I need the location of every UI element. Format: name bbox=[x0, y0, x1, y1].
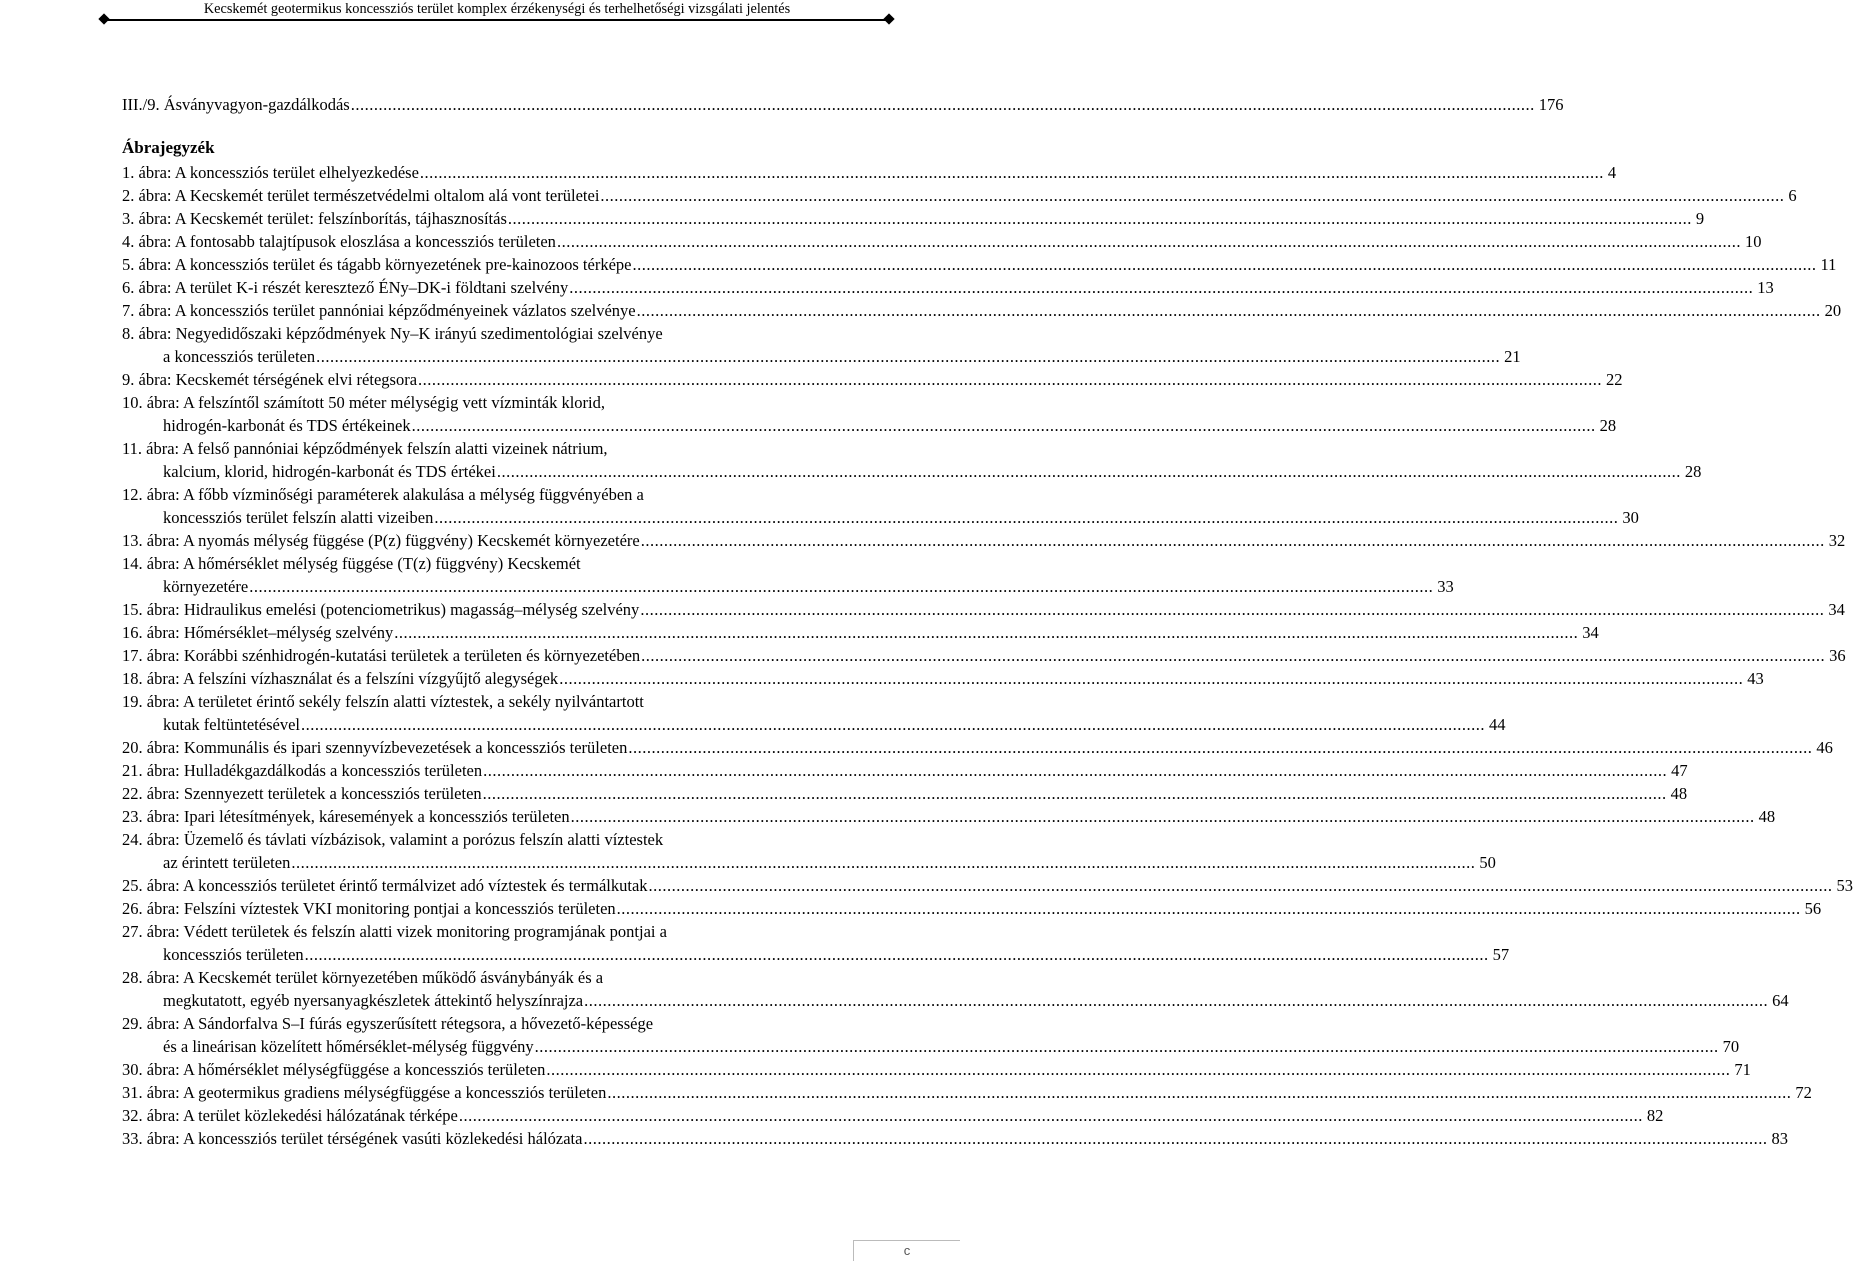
toc-entry-page: 33 bbox=[1437, 577, 1454, 596]
toc-figure-entry bbox=[122, 782, 1688, 805]
toc-figure-entry bbox=[122, 437, 1702, 483]
leader-dots bbox=[583, 1127, 1767, 1150]
toc-figure-entry bbox=[122, 161, 1617, 184]
running-header: Kecskemét geotermikus koncessziós terület komplex érzékenységi és terhelhetőségi vizsgálati jelentés bbox=[203, 1, 791, 17]
toc-entry-text: 14. ábra: A hőmérséklet mélység függése (T(z) függvény) Kecskemét bbox=[122, 554, 581, 573]
toc-entry-page: 6 bbox=[1788, 186, 1797, 205]
toc-figure-entry bbox=[122, 1081, 1812, 1104]
leader-dots bbox=[301, 713, 1485, 736]
toc-figure-entry bbox=[122, 690, 1506, 736]
toc-entry-text: 24. ábra: Üzemelő és távlati vízbázisok, valamint a porózus felszín alatti víztestek bbox=[122, 830, 664, 849]
toc-entry-text: a koncessziós területen bbox=[163, 347, 316, 366]
toc-entry-page: 34 bbox=[1828, 600, 1845, 619]
leader-dots bbox=[483, 782, 1667, 805]
toc-entry-page: 44 bbox=[1489, 715, 1506, 734]
toc-figure-entry bbox=[122, 552, 1454, 598]
toc-figure-entry bbox=[122, 667, 1764, 690]
toc-entry-page: 83 bbox=[1771, 1129, 1788, 1148]
toc-entry-page: 9 bbox=[1695, 209, 1705, 228]
corner-mark: c bbox=[853, 1240, 960, 1261]
toc-entry-text: és a lineárisan közelített hőmérséklet-mélység függvény bbox=[163, 1037, 534, 1056]
toc-entry-page: 71 bbox=[1734, 1060, 1751, 1079]
toc-figure-entry bbox=[122, 368, 1623, 391]
toc-figure-entry bbox=[122, 598, 1845, 621]
leader-dots bbox=[316, 345, 1500, 368]
toc-entry-text: 19. ábra: A területet érintő sekély felszín alatti víztestek, a sekély nyilvántartott bbox=[122, 692, 644, 711]
toc-entry-text: 15. ábra: Hidraulikus emelési (potenciometrikus) magasság–mélység szelvény bbox=[122, 600, 640, 619]
leader-dots bbox=[351, 93, 1535, 116]
toc-entry-page: 22 bbox=[1606, 370, 1623, 389]
toc-entry-text: 17. ábra: Korábbi szénhidrogén-kutatási területek a területen és környezetében bbox=[122, 646, 641, 665]
toc-entry-text: 16. ábra: Hőmérséklet–mélység szelvény bbox=[122, 623, 394, 642]
toc-entry-page: 20 bbox=[1824, 301, 1842, 320]
toc-entry-page: 50 bbox=[1479, 853, 1496, 872]
toc-figure-entry bbox=[122, 230, 1762, 253]
leader-dots bbox=[394, 621, 1578, 644]
toc-entry-page: 36 bbox=[1829, 646, 1846, 665]
toc-entry-page: 28 bbox=[1684, 462, 1702, 481]
leader-dots bbox=[600, 184, 1784, 207]
toc-figure-entry bbox=[122, 1104, 1664, 1127]
leader-dots bbox=[559, 667, 1743, 690]
leader-dots bbox=[546, 1058, 1730, 1081]
toc-figure-entry bbox=[122, 1127, 1788, 1150]
toc-figure-entry bbox=[122, 391, 1617, 437]
toc-figure-entry bbox=[122, 920, 1510, 966]
leader-dots bbox=[483, 759, 1667, 782]
toc-entry-text: 18. ábra: A felszíni vízhasználat és a felszíni vízgyűjtő alegységek bbox=[122, 669, 559, 688]
toc-entry-text: 12. ábra: A főbb vízminőségi paraméterek alakulása a mélység függvényében a bbox=[122, 485, 644, 504]
toc-entry-page: 34 bbox=[1582, 623, 1599, 642]
figure-list bbox=[122, 161, 1853, 1150]
leader-dots bbox=[637, 299, 1821, 322]
leader-dots bbox=[617, 897, 1801, 920]
toc-entry-text: 29. ábra: A Sándorfalva S–I fúrás egyszerűsített rétegsora, a hővezető-képessége bbox=[122, 1014, 654, 1033]
toc-top-entry bbox=[122, 93, 1564, 116]
toc-entry-text: 13. ábra: A nyomás mélység függése (P(z) függvény) Kecskemét környezetére bbox=[122, 531, 640, 550]
toc-entry-text: 11. ábra: A felső pannóniai képződmények felszín alatti vizeinek nátrium, bbox=[122, 439, 608, 458]
toc-figure-entry bbox=[122, 621, 1599, 644]
toc-entry-text: 10. ábra: A felszíntől számított 50 méter mélységig vett vízminták klorid, bbox=[122, 393, 605, 412]
toc-figure-entry bbox=[122, 184, 1797, 207]
toc-entry-page: 43 bbox=[1747, 669, 1764, 688]
leader-dots bbox=[508, 207, 1692, 230]
toc-entry-text: 32. ábra: A terület közlekedési hálózatának térképe bbox=[122, 1106, 458, 1125]
toc-entry-page: 53 bbox=[1836, 876, 1853, 895]
toc-figure-entry bbox=[122, 322, 1521, 368]
toc-entry-page: 13 bbox=[1757, 278, 1774, 297]
toc-entry-text: 9. ábra: Kecskemét térségének elvi rétegsora bbox=[122, 370, 418, 389]
leader-dots bbox=[571, 805, 1755, 828]
toc-entry-text: koncessziós terület felszín alatti vizeiben bbox=[163, 508, 434, 527]
toc-entry-page: 28 bbox=[1599, 416, 1617, 435]
toc-entry-text: környezetére bbox=[163, 577, 249, 596]
toc-entry-text: 30. ábra: A hőmérséklet mélységfüggése a koncessziós területen bbox=[122, 1060, 546, 1079]
toc-figure-entry bbox=[122, 1058, 1751, 1081]
toc-entry-text: 21. ábra: Hulladékgazdálkodás a koncessziós területen bbox=[122, 761, 483, 780]
toc-entry-text: 4. ábra: A fontosabb talajtípusok eloszlása a koncessziós területen bbox=[122, 232, 556, 251]
toc-figure-entry bbox=[122, 759, 1688, 782]
toc-entry-page: 32 bbox=[1828, 531, 1846, 550]
toc-entry-page: 56 bbox=[1804, 899, 1822, 918]
toc-entry-text: kalcium, klorid, hidrogén-karbonát és TDS értékei bbox=[163, 462, 496, 481]
leader-dots bbox=[535, 1035, 1719, 1058]
toc-entry-text: 22. ábra: Szennyezett területek a koncessziós területen bbox=[122, 784, 482, 803]
toc-entry-page: 4 bbox=[1607, 163, 1617, 182]
toc-entry-page: 46 bbox=[1816, 738, 1833, 757]
leader-dots bbox=[569, 276, 1753, 299]
header-rule bbox=[104, 19, 890, 21]
leader-dots bbox=[628, 736, 1812, 759]
toc-entry-text: 8. ábra: Negyedidőszaki képződmények Ny–K irányú szedimentológiai szelvénye bbox=[122, 324, 663, 343]
section-title: Ábrajegyzék bbox=[122, 138, 215, 157]
toc-entry-page: 64 bbox=[1772, 991, 1789, 1010]
toc-entry-text: 33. ábra: A koncessziós terület térségének vasúti közlekedési hálózata bbox=[122, 1129, 583, 1148]
toc-figure-entry bbox=[122, 897, 1822, 920]
toc-entry-page: 70 bbox=[1722, 1037, 1740, 1056]
toc-entry-text: 5. ábra: A koncessziós terület és tágabb környezetének pre-kainozoos térképe bbox=[122, 255, 632, 274]
toc-entry-text: 27. ábra: Védett területek és felszín alatti vizek monitoring programjának pontjai a bbox=[122, 922, 667, 941]
toc-entry-text: az érintett területen bbox=[163, 853, 291, 872]
leader-dots bbox=[305, 943, 1489, 966]
leader-dots bbox=[607, 1081, 1791, 1104]
toc-entry-text: 31. ábra: A geotermikus gradiens mélységfüggése a koncessziós területen bbox=[122, 1083, 607, 1102]
toc-figure-entry bbox=[122, 276, 1774, 299]
leader-dots bbox=[641, 644, 1825, 667]
toc-entry-text: 1. ábra: A koncessziós terület elhelyezkedése bbox=[122, 163, 419, 182]
toc-entry-page: 47 bbox=[1671, 761, 1688, 780]
leader-dots bbox=[497, 460, 1681, 483]
toc-entry-page: 11 bbox=[1820, 255, 1837, 274]
toc-entry-text: 2. ábra: A Kecskemét terület természetvédelmi oltalom alá vont területei bbox=[122, 186, 600, 205]
toc-figure-entry bbox=[122, 207, 1705, 230]
toc-entry-text: hidrogén-karbonát és TDS értékeinek bbox=[163, 416, 411, 435]
toc-figure-entry bbox=[122, 529, 1846, 552]
toc-figure-entry bbox=[122, 805, 1776, 828]
toc-entry-text: megkutatott, egyéb nyersanyagkészletek áttekintő helyszínrajza bbox=[163, 991, 584, 1010]
toc-entry-text: 25. ábra: A koncessziós területet érintő termálvizet adó víztestek és termálkutak bbox=[122, 876, 648, 895]
toc-figure-entry bbox=[122, 874, 1853, 897]
toc-entry-text: 28. ábra: A Kecskemét terület környezetében működő ásványbányák és a bbox=[122, 968, 604, 987]
toc-entry-text: 6. ábra: A terület K-i részét keresztező ÉNy–DK-i földtani szelvény bbox=[122, 278, 569, 297]
toc-entry-text: 23. ábra: Ipari létesítmények, káresemények a koncessziós területen bbox=[122, 807, 570, 826]
leader-dots bbox=[412, 414, 1596, 437]
toc-figure-entry bbox=[122, 828, 1496, 874]
leader-dots bbox=[632, 253, 1816, 276]
toc-figure-entry bbox=[122, 253, 1837, 276]
toc-entry-text: 20. ábra: Kommunális és ipari szennyvízbevezetések a koncessziós területen bbox=[122, 738, 628, 757]
leader-dots bbox=[420, 161, 1604, 184]
toc-figure-entry bbox=[122, 483, 1639, 529]
leader-dots bbox=[641, 529, 1825, 552]
toc-entry-text: 26. ábra: Felszíni víztestek VKI monitoring pontjai a koncessziós területen bbox=[122, 899, 616, 918]
leader-dots bbox=[418, 368, 1602, 391]
toc-entry-text: koncessziós területen bbox=[163, 945, 304, 964]
leader-dots bbox=[291, 851, 1475, 874]
leader-dots bbox=[557, 230, 1741, 253]
toc-figure-entry bbox=[122, 1012, 1740, 1058]
toc-entry-text: 3. ábra: A Kecskemét terület: felszínborítás, tájhasznosítás bbox=[122, 209, 507, 228]
toc-entry-text: 7. ábra: A koncessziós terület pannóniai képződményeinek vázlatos szelvénye bbox=[122, 301, 636, 320]
toc-entry-page: 30 bbox=[1622, 508, 1639, 527]
toc-entry-page: 176 bbox=[1538, 95, 1564, 114]
toc-entry-page: 48 bbox=[1758, 807, 1776, 826]
toc-entry-page: 21 bbox=[1504, 347, 1521, 366]
toc-entry-page: 72 bbox=[1795, 1083, 1812, 1102]
toc-entry-page: 48 bbox=[1670, 784, 1688, 803]
toc-entry-page: 82 bbox=[1646, 1106, 1664, 1125]
toc-entry-page: 57 bbox=[1492, 945, 1510, 964]
leader-dots bbox=[640, 598, 1824, 621]
leader-dots bbox=[434, 506, 1618, 529]
toc-figure-entry bbox=[122, 299, 1842, 322]
leader-dots bbox=[459, 1104, 1643, 1127]
toc-entry-page: 10 bbox=[1744, 232, 1762, 251]
toc-figure-entry bbox=[122, 644, 1846, 667]
leader-dots bbox=[584, 989, 1768, 1012]
leader-dots bbox=[649, 874, 1833, 897]
toc-figure-entry bbox=[122, 966, 1789, 1012]
leader-dots bbox=[249, 575, 1433, 598]
toc-entry-text: kutak feltüntetésével bbox=[163, 715, 300, 734]
toc-figure-entry bbox=[122, 736, 1833, 759]
toc-entry-text: III./9. Ásványvagyon-gazdálkodás bbox=[122, 95, 350, 114]
